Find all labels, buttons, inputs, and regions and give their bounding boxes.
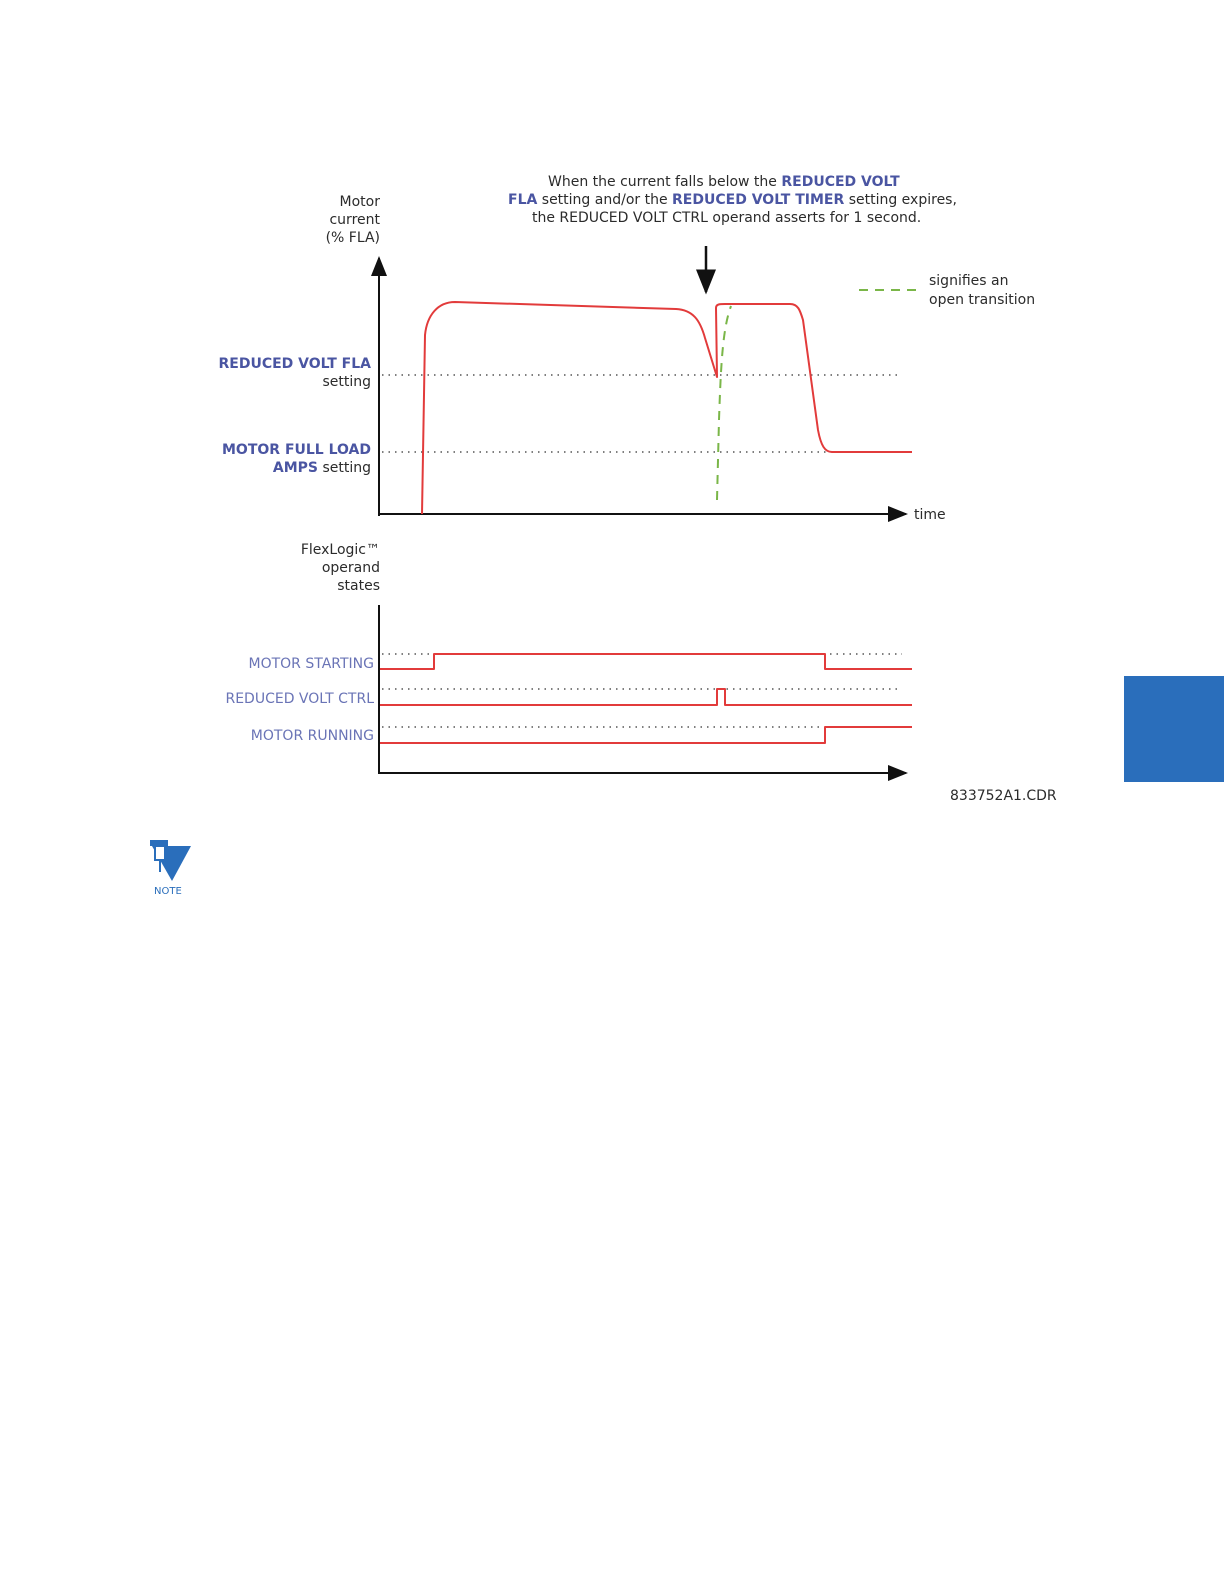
reduced-volt-ctrl-trace (380, 689, 912, 705)
note-icon (150, 840, 191, 881)
motor-running-trace (380, 727, 912, 743)
legend-text-2: open transition (929, 292, 1036, 308)
y-axis-label-2: current (329, 212, 380, 228)
motor-current-trace (422, 302, 912, 514)
operand-label-motor-running: MOTOR RUNNING (250, 728, 374, 744)
annotation-line-1: When the current falls below the REDUCED VOLT (548, 174, 900, 190)
motor-full-load-label: MOTOR FULL LOAD (222, 442, 371, 458)
operand-label-motor-starting: MOTOR STARTING (248, 656, 374, 672)
annotation-line-2: FLA setting and/or the REDUCED VOLT TIMER setting expires, (508, 192, 957, 208)
y-axis-label-1: Motor (339, 194, 380, 210)
figure-id: 833752A1.CDR (950, 788, 1057, 804)
y-axis-label-3: (% FLA) (325, 230, 380, 246)
time-label: time (914, 507, 946, 523)
operand-label-reduced-volt-ctrl: REDUCED VOLT CTRL (225, 691, 374, 707)
operand-axis-label-3: states (337, 578, 380, 594)
legend-text-1: signifies an (929, 273, 1009, 289)
reduced-volt-fla-label: REDUCED VOLT FLA (218, 356, 371, 372)
reduced-volt-fla-setting: setting (322, 374, 371, 390)
motor-full-load-amps-label: AMPS setting (272, 460, 371, 476)
motor-starting-trace (380, 654, 912, 669)
operand-axis-label-1: FlexLogic™ (300, 542, 380, 558)
note-label: NOTE (154, 886, 182, 897)
chapter-side-tab (1124, 676, 1224, 782)
annotation-line-3: the REDUCED VOLT CTRL operand asserts for 1 second. (532, 210, 922, 226)
operand-axis-label-2: operand (321, 560, 380, 576)
open-transition-trace (717, 306, 731, 500)
